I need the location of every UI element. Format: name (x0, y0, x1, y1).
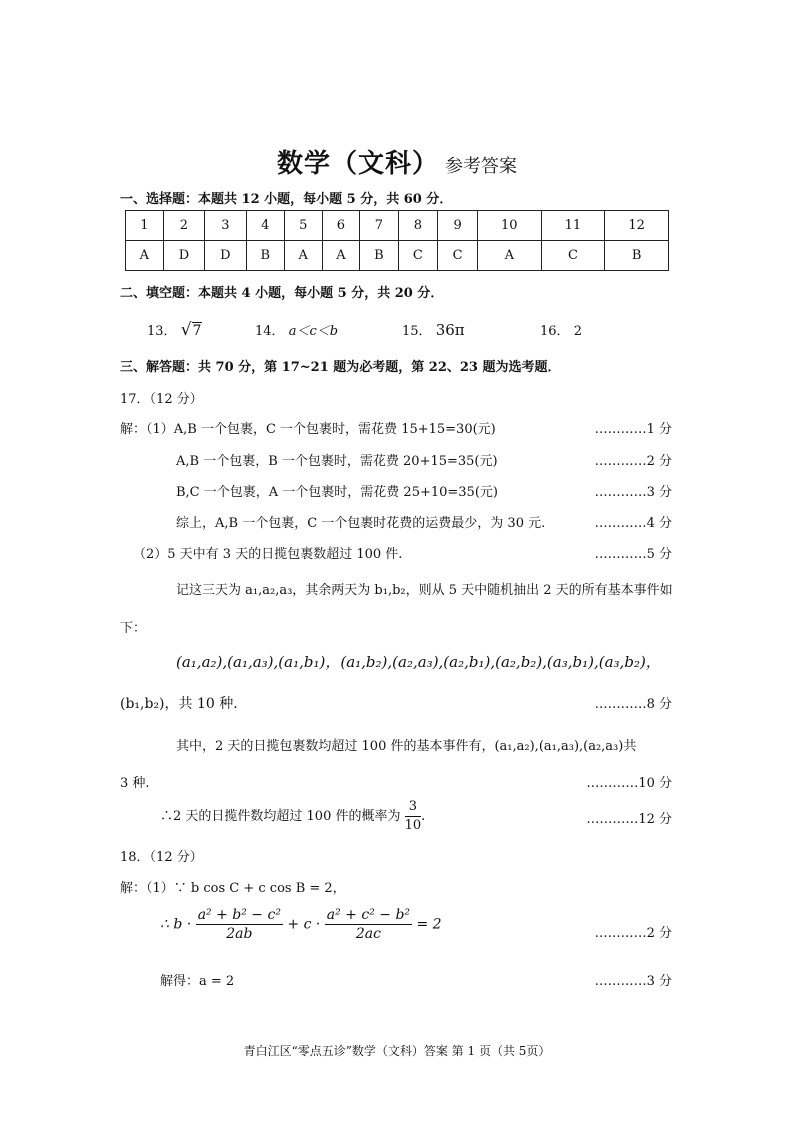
fraction-denominator: 2ac (355, 926, 381, 942)
fraction-denominator: 10 (404, 818, 422, 833)
fraction-numerator: 3 (405, 798, 422, 817)
table-cell: 10 (477, 211, 541, 241)
table-cell: B (246, 241, 284, 271)
sqrt-expression: √7 (180, 320, 202, 340)
score-label: …………2 分 (594, 926, 672, 941)
table-cell: 1 (126, 211, 164, 241)
score-label: …………2 分 (594, 454, 672, 469)
fill-answer: 2 (573, 324, 582, 339)
section3-heading: 三、解答题：共 70 分，第 17~21 题为必考题，第 22、23 题为选考题． (120, 360, 561, 375)
section1-heading: 一、选择题：本题共 12 小题，每小题 5 分，共 60 分． (120, 192, 453, 207)
q18-line3: 解得：a = 2 (160, 974, 235, 989)
table-cell: 4 (246, 211, 284, 241)
equation-part: = 2 (416, 916, 442, 933)
fraction-denominator: 2ab (226, 926, 253, 942)
fill-answer-16 (540, 320, 582, 339)
q17-probability-end: . (421, 809, 426, 824)
table-cell: 9 (438, 211, 478, 241)
table-cell: 2 (163, 211, 204, 241)
q17-line5: （2）5 天中有 3 天的日揽包裹数超过 100 件. (133, 547, 403, 562)
answer-table-number-row (126, 211, 669, 241)
fill-number: 16． (540, 324, 570, 339)
fill-answer-14 (255, 320, 338, 339)
table-cell: A (126, 241, 164, 271)
score-label: …………12 分 (586, 812, 672, 827)
q17-line6: 记这三天为 a₁,a₂,a₃，其余两天为 b₁,b₂，则从 5 天中随机抽出 2 天的所有基本事件如 (176, 583, 673, 598)
fill-answer: 36π (435, 321, 465, 339)
q17-line7: 下： (120, 621, 147, 636)
fill-number: 13． (147, 324, 177, 339)
table-cell: 5 (284, 211, 322, 241)
fill-answer-15 (402, 320, 465, 339)
table-cell: 8 (398, 211, 438, 241)
page-title (0, 143, 794, 180)
table-cell: C (438, 241, 478, 271)
answer-table-answer-row (126, 241, 669, 271)
fill-answer: 7 (192, 323, 202, 339)
title-sub: 参考答案 (445, 156, 517, 177)
score-label: …………8 分 (594, 697, 672, 712)
q17-line2: A,B 一个包裹，B 一个包裹时，需花费 20+15=35(元) (176, 454, 498, 469)
score-label: …………3 分 (594, 485, 672, 500)
table-cell: A (477, 241, 541, 271)
table-cell: D (163, 241, 204, 271)
table-cell: 3 (205, 211, 246, 241)
table-cell: C (541, 241, 605, 271)
equation-part: ∴ b · (160, 916, 192, 933)
table-cell: 6 (322, 211, 360, 241)
table-cell: A (322, 241, 360, 271)
q17-probability-text: ∴2 天的日揽件数均超过 100 件的概率为 (160, 809, 401, 824)
table-cell: 12 (605, 211, 669, 241)
score-label: …………1 分 (594, 422, 672, 437)
score-label: …………5 分 (594, 547, 672, 562)
page-footer: 青白江区“零点五诊”数学（文科）答案 第 1 页（共 5页） (243, 1044, 551, 1058)
q18-header: 18．（12 分） (120, 850, 203, 865)
q17-header: 17．（12 分） (120, 392, 203, 407)
table-cell: D (205, 241, 246, 271)
score-label: …………10 分 (586, 776, 672, 791)
table-cell: B (605, 241, 669, 271)
table-cell: C (398, 241, 438, 271)
equation-part: + c · (287, 916, 321, 933)
fill-answer-13 (147, 320, 202, 340)
answer-table (125, 210, 669, 271)
q18-line1: 解：（1）∵ b cos C + c cos B = 2， (120, 881, 346, 896)
fill-number: 14． (255, 324, 285, 339)
fill-answer: a＜c＜b (288, 324, 339, 339)
q17-line10: 其中，2 天的日揽包裹数均超过 100 件的基本事件有，(a₁,a₂),(a₁,a₃),(a₂,a₃)共 (176, 739, 637, 754)
q17-line11: 3 种. (120, 776, 150, 791)
score-label: …………3 分 (594, 974, 672, 989)
table-cell: B (360, 241, 398, 271)
score-label: …………4 分 (594, 516, 672, 531)
cosine-fraction-1 (196, 906, 283, 943)
q17-line3: B,C 一个包裹，A 一个包裹时，需花费 25+10=35(元) (176, 485, 498, 500)
q17-probability (160, 798, 425, 835)
table-cell: A (284, 241, 322, 271)
table-cell: 7 (360, 211, 398, 241)
probability-fraction (405, 798, 422, 835)
q17-events-line: (a₁,a₂),(a₁,a₃),(a₁,b₁)，(a₁,b₂),(a₂,a₃),(a₂,b₁),(a₂,b₂),(a₃,b₁),(a₃,b₂)， (176, 653, 661, 671)
q17-events-end: (b₁,b₂)，共 10 种. (120, 696, 238, 712)
cosine-fraction-2 (325, 906, 412, 943)
fraction-numerator: a² + b² − c² (197, 907, 281, 923)
fraction-numerator: a² + c² − b² (326, 907, 411, 923)
q18-equation (160, 906, 442, 943)
q17-line4: 综上，A,B 一个包裹，C 一个包裹时花费的运费最少，为 30 元. (176, 516, 546, 531)
section2-heading: 二、填空题：本题共 4 小题，每小题 5 分，共 20 分． (120, 286, 444, 301)
title-main: 数学（文科） (276, 149, 439, 179)
q17-line1: 解：（1）A,B 一个包裹，C 一个包裹时，需花费 15+15=30(元) (120, 422, 496, 437)
fill-number: 15． (402, 324, 432, 339)
table-cell: 11 (541, 211, 605, 241)
